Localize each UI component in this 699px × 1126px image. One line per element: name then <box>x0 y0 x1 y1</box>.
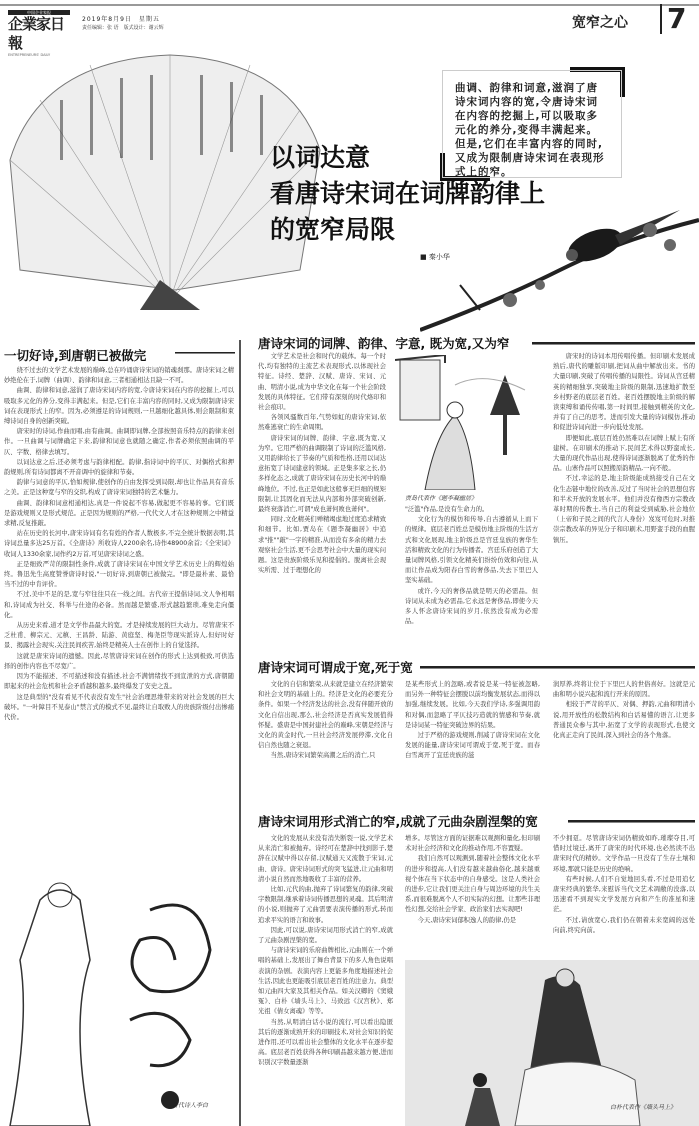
paragraph: 或许,今天的奢侈品就是明天的必需品。但诗词从未成为必需品,它永远是奢侈品,即使今天多人怀念唐诗宋词的岁月,依然没有成为必需品。 <box>405 587 538 626</box>
li-bai-portrait <box>0 870 235 1126</box>
section1-column1 <box>258 352 386 642</box>
paragraph: 不过,美中不足的是,宽与窄往往只在一线之间。古代帝王提倡诗词,文人争相唱和,诗词成为社交、科举与仕途的必备。然而越是繁盛,形式越趋繁琐,难免走向僵化。 <box>4 591 234 619</box>
paragraph: 不少拥趸。尽管唐诗宋词仍精致如昨,璀璨夺目,可惜时过境迁,离开了唐宋的时代环境,也必然读不出唐宋时代的精妙。文学作品一旦没有了生存土壤和环境,那就只能是历史的绝响。 <box>553 835 695 873</box>
author-byline: ■ 秦小华 <box>420 253 450 261</box>
paragraph: 不过,幸运的是,地主阶级能成熟接受自己在文化生态链中地位的改善,反过了当时社会的思想包容和半术开放的发展水平。他们并没有像西方宗教改革时期的传教士,当自己的利益受到威胁,社会地位（上帝和子民之间的代言人身份）岌岌可危时,对推崇宗教改革的异见分子和印刷术,用野蛮手段的血腥镇压。 <box>553 475 695 544</box>
section3-column1 <box>258 834 393 1126</box>
heading-rule <box>568 820 695 823</box>
paragraph: 唐宋时的诗词,作曲而唱,由有曲调。曲调即词牌,全部按照音乐特点的韵律来创作。一旦曲调与词牌确定下来,韵律和词意也就随之确定,作者必须依照曲调的平仄、字数、格律去填写。 <box>4 428 234 456</box>
paragraph: 过于严格的游戏规则,削减了唐诗宋词在文化发展的能量,唐诗宋词可谓成于宽,死于宽。而春白雪离开了宜廷贵族的滋 <box>405 732 540 760</box>
paragraph: 同时,文化精英们殚精竭虑地过度追求精致和细节。比如,贾岛在《题李凝幽居》中追求"推""敲"一字的精准,从而没有多余的精力去观察社会生活,更不会思考社会中大量的现实问题。这是贵族阶级乐见和提倡的。脱离社会现实所需、过于理想化的 <box>258 516 386 575</box>
paragraph: 韵律与词意的平仄,恰如规律,使创作的自由发挥受到局限,却也让作品具有音乐之美。正是这种宽与窄的交织,构成了唐诗宋词独特的艺术魅力。 <box>4 479 234 497</box>
paragraph: 与唐诗宋词的乐府曲牌相比,元曲则在一个弹唱的基础上,发展出了舞台背景下的多人角色说唱表演的杂剧。表演内容上更能多角度地描述社会生活,因此也更能吸引底层老百姓的注意力。典型如元曲四大家及其相关作品。如关汉卿的《窦娥冤》、白朴《墙头马上》、马致远《汉宫秋》、郑光祖《倩女离魂》等等。 <box>258 947 393 1016</box>
paragraph: 增多。尽管这方面的证据难以观测和量化,但印刷术对社会经济和文化的推动作用,不容置疑。 <box>405 835 540 853</box>
section2-column2 <box>405 680 540 792</box>
jia-dao-illustration <box>395 355 540 490</box>
paragraph: 有些时候,人们不自觉地回头看,不过是用追忆唐宋经典的繁华,来慰诉当代文艺术凋敝的没落,以迅速看不到现实文学发展方向和产生的准星和迷茫。 <box>553 875 695 914</box>
logo-name: 企業家日報 <box>8 15 65 52</box>
section-heading: 唐诗宋词可谓成于宽,死于宽 <box>258 660 413 675</box>
paragraph: 是某些形式上的忽略,或者说是某一特征被忽略,而另外一种特征会摆脱以前均衡发展状态,而得以加强,继续发展。比如,今天我们学诗,多强调用韵和对偶,而忽略了平仄技巧造就的情感和节奏,就是诗词某一特征突破边界的结果。 <box>405 681 540 729</box>
image-caption: 白朴代表作《墙头马上》 <box>610 1104 677 1111</box>
paragraph: "泛滥"作品,是没有生命力的。 <box>405 506 489 513</box>
section3-column3 <box>553 834 695 954</box>
section1-column2 <box>405 505 538 635</box>
logo-subtitle: ENTREPRENEURS' DAILY <box>8 53 51 57</box>
paragraph: 这是典型的"没有看见不代表没有发生"社会治理思维带来的对社会发展的巨大破坏。"一叶障目不见泰山"禁言式的模式不见,最终让自取败人的贵族阶级付出惨痛代价。 <box>4 693 234 721</box>
editor-credits: 责任编辑：张 语 版式设计：谢云辉 <box>82 25 164 31</box>
paragraph: 站在历史的长河中,唐宋诗词有名有姓的作者人数极多,不完全统计数据表明,其诗词总量多达25万首。《全唐诗》所收诗人2200余名,诗作48900余首;《全宋词》收词人1330余家,词作约2万首,可见唐宋诗词之盛。 <box>4 530 234 558</box>
paragraph: 文化的自信和繁荣,从来就是建立在经济繁荣和社会文明的基础上的。经济是文化的必要充分条件。如果一个经济发达的社会,没有伴随开放的文化自信出现,那么,社会经济是否真实发展值得怀疑。盛唐是中国封建社会的巅峰,宋朝是经济与文化的黄金时代,一旦社会经济发展停滞,文化自信自然也随之衰退。 <box>258 681 393 750</box>
paragraph: 唐诗宋词的词牌、韵律、字意,既为宽,又为窄。它用严格的曲调限制了诗词的泛滥风格,又用韵律给长了节奏的气质和性格,还用以词达意拓宽了诗词建意的领域。正是集多家之长,仍多样化态之,成就了唐诗宋词在历史长河中的巅峰地位。不过,也正是如此这般事无巨细的规矩限制,让其固化而无法从内部和外部突破创新,最终衰落消亡,可谓"成也萧何败也萧何"。 <box>258 434 386 514</box>
paragraph: 各领风骚数百年,气势如虹的唐诗宋词,依然难逃衰亡的生命周期。 <box>258 414 386 432</box>
paragraph: 相较于严苛的平仄、对偶、押韵,元曲和明清小说,用开放性的松散结构和白话易懂的语言,让更多普通民众参与其中,拓宽了文学的表现形式,也使文化真正走向了民间,深入到社会的各个角落。 <box>553 701 695 740</box>
heading-rule <box>532 342 695 345</box>
pull-quote: 曲调、韵律和词意,滋润了唐诗宋词内容的宽,令唐诗宋词在内容的挖掘上,可以吸取多元化的养分,变得丰满起来。但是,它们在丰富内容的同时,又成为限制唐诗宋词在表现形式上的窄。 <box>442 70 622 178</box>
paragraph: 以词达意之后,还必须考虑与韵律相配。韵律,指诗词中的平仄、对偶格式和押韵规则,所有诗词都离不开音调中的旋律和节奏。 <box>4 458 234 477</box>
column-name: 宽窄之心 <box>572 15 628 31</box>
column-separator <box>239 340 241 1126</box>
section-heading: 唐诗宋词的词牌、韵律、字意, 既为宽,又为窄 <box>258 336 510 351</box>
paragraph: 即便如此,底层百姓仍然难以在词牌上赋上有所建树。在印刷术的推动下,民间艺术得以野蛮成长,大量的现代作品出现,使得诗词逐渐脱离了优秀的作品。山寨作品可以照搬原韵精品,一向不般。 <box>553 434 695 473</box>
paragraph: 文化的发展从来没有消失断裂一说,文学艺术从来消亡和被抛弃。诗经可在楚辞中找到影子,楚辞在汉赋中得以存留,汉赋通天又流散于宋词,元曲、唐诗。唐宋诗词形式的突飞猛进,让元曲和明清小说自然而然地吸收了丰富的营养。 <box>258 835 393 883</box>
title-line: 看唐诗宋词在词牌韵律上 <box>270 179 546 208</box>
bai-pu-painting <box>405 960 699 1126</box>
section2-column3 <box>553 680 695 792</box>
left-article-body <box>4 366 234 866</box>
paragraph: 因为不能描述、不可描述和没有描述,社会不满情绪找不到宣泄的方式,唐朝随即起来的社会危机和社会矛盾越积越多,最终爆发了安史之乱。 <box>4 673 234 691</box>
paragraph: 不过,请放宽心,我们仍在朝着未来宽阔的远处向前,终究向前。 <box>553 916 695 934</box>
logo-tag: 中国企业家报 <box>8 10 70 15</box>
paragraph: 当然,从明清白话小说的流行,可以看出隐匿其后的逐渐成熟开来的印刷技术,对社会知识的促进作用,还可以看出社会整体的文化水平在逐步提高。底层老百姓获得各种印刷品越来越方便,进而识别汉字数量逐渐 <box>258 1018 393 1067</box>
paragraph: 比如,元代的曲,抛弃了诗词繁复的韵律,突破字数限制,继承着诗词传播思想的灵魂。其后明清的小说,则抛弃了元曲需要表演传播的形式,转而追求平实的语言和故事。 <box>258 886 393 924</box>
title-line: 的宽窄局限 <box>270 215 396 244</box>
image-caption: 唐代诗人李白 <box>172 1102 209 1109</box>
section3-column2 <box>405 834 540 954</box>
paragraph: 文化行为的模仿和传导,自古遵循从上而下的规律。底层老百姓总是模仿地主阶级的生活方式和文化展现,地主阶级总是宫廷皇族的奢华生活和精致文化的行为传播者。宫廷乐府创造了大量词牌风格,引领文化精英们纷纷仿效和向往,从而让作品成为阳春白雪的奢侈品,失去下里巴人坚实基础。 <box>405 516 538 585</box>
page-number: 7 <box>660 4 686 34</box>
heading-rule <box>420 666 695 669</box>
paragraph: 我们自然可以观测到,随着社会整体文化水平的进步和提高,人们没有越来越曲俗化,越来越重视个体在当下状态中的自身感受。这是人类社会的进步,它让我们更关注自身与周边环境的共生关系,而很难脱离个人不切实际的幻想。让那些非理性幻想,交给社会学家、政治家们去实现吧! <box>405 855 540 914</box>
paragraph: 这就是唐宋诗词的遗憾。因此,尽管唐诗宋词在创作的形式上达到极致,可供选择的创作内容也不尽宽广。 <box>4 652 234 670</box>
paragraph: 从历史来看,道才是文学作品最大的宽。才是持续发展的巨大动力。尽管唐宋不乏杜甫、柳宗元、元稹、王昌龄、陆游、黄庭坚、梅尧臣等现实派诗人,但好时好景、揭露社会现实,关注民间疾苦,始终是精英人士在创作上的自觉选择。 <box>4 622 234 650</box>
paragraph: 曲调、韵律和词意相通相达,真是一件说起不容易,做起更不容易的事。它们既是游戏规则又是形式规范。正是因为规则的严格,一代代文人才在这种规则之中精益求精,反复推敲。 <box>4 499 234 528</box>
section2-column1 <box>258 680 393 792</box>
header-rule <box>0 4 699 6</box>
paragraph: 正是细致严苛的限制性条件,成就了唐诗宋词在中国文学艺术历史上的辉煌始终。鲁迅先生高度赞誉唐诗时说,"一切好诗,到唐朝已被做完。"即是最朴素、最恰当不过的中肯评价。 <box>4 560 234 589</box>
paragraph: 唐宋时的诗词本用传唱传播。但印刷术发展成熟后,唐代的雕版印刷,把词从曲中解放出来。书的大量印刷,突破了传唱传播的局限性。诗词从宫廷精英的精细独享,突破地主阶级的限制,迅速地扩散至乡村野老的底层老百姓。老百姓摆脱地主阶级的解读束缚和诵传传唱,第一时间里,接触到精英的文化,并有了自己的思考。进而引发大量的诗词模仿,推动和促进诗词向进一步向低处发展。 <box>553 353 695 432</box>
paragraph: 润厚养,终将让位于下里巴人的世俗喜好。这就是元曲和明小说兴起和流行开来的原因。 <box>553 681 695 699</box>
left-section-heading: 一切好诗,到唐朝已被做完 <box>4 348 147 363</box>
paragraph: 今天,唐诗宋词郁积逸人的韵律,仍是 <box>417 916 517 924</box>
heading-rule <box>175 352 235 354</box>
section-heading: 唐诗宋词用形式消亡的窄,成就了元曲杂剧涅槃的宽 <box>258 814 538 829</box>
bird-on-branch-illustration <box>420 190 699 335</box>
section1-column3 <box>553 352 695 637</box>
paragraph: 曲调、韵律和词意,滋润了唐诗宋词内容的宽,令唐诗宋词在内容的挖掘上,可以吸取多元化的养分,变得丰满起来。但是,它们在丰富内容的同时,又成为限制唐诗宋词在表现形式上的窄。因为,必须遵足的诗词规则,一旦越细化越具体,则会限制和束缚诗词自身的创新突破。 <box>4 387 234 426</box>
paragraph: 文学艺术是社会和时代的载体。每一个时代,均有独特的主流艺术表现形式,以体现社会特征。诗经、楚辞、汉赋、唐诗、宋词、元曲、明清小说,成为中华文化在每一个社会阶段发展的具体特征。它们带有深刻的时代烙印和社会痕印。 <box>258 353 386 412</box>
paragraph: 绕不过去的文学艺术发展的巅峰,总在吟诵唐诗宋词的销魂刹那。唐诗宋词之精妙绝伦在于,词牌（曲调）、韵律和词意,三者相通相达且缺一不可。 <box>4 367 234 385</box>
paragraph: 因此,可以说,唐诗宋词用形式消亡的窄,成就了元曲杂剧涅槃的宽。 <box>258 926 393 945</box>
paragraph: 当然,唐诗宋词繁荣高潮之后的消亡,只 <box>270 752 376 760</box>
image-caption: 贾岛代表作《题李凝幽居》 <box>405 495 478 502</box>
title-line: 以词达意 <box>270 143 371 172</box>
issue-date: 2019年8月9日 星期五 <box>82 16 160 23</box>
